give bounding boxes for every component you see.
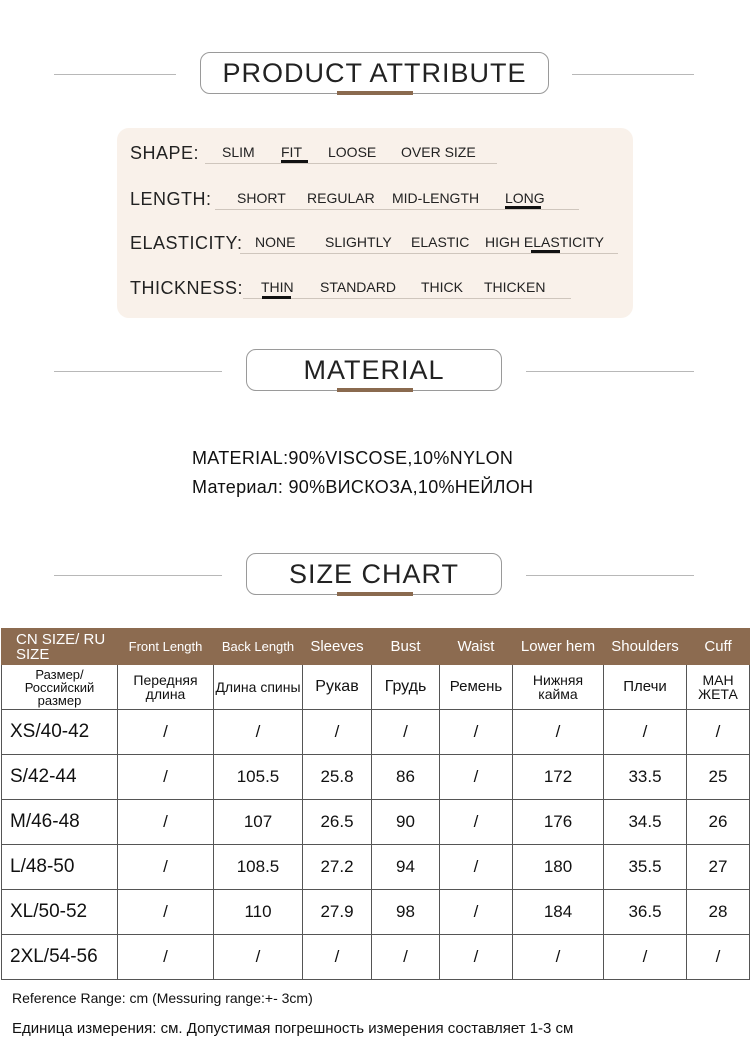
section-title: PRODUCT ATTRIBUTE (200, 52, 549, 94)
attr-option-elastic: ELASTIC (411, 234, 470, 250)
measurement-cell: / (214, 710, 303, 755)
attr-option-standard: STANDARD (320, 279, 396, 295)
material-text-ru: Материал: 90%ВИСКОЗА,10%НЕЙЛОН (192, 477, 534, 497)
subheader-cell: Грудь (372, 665, 440, 710)
attr-option-high-elasticity: HIGH ELASTICITY (485, 234, 605, 250)
measurement-cell: 108.5 (214, 845, 303, 890)
measurement-cell: / (440, 710, 513, 755)
measurement-cell: / (440, 935, 513, 980)
measurement-cell: / (118, 800, 214, 845)
measurement-cell: / (687, 935, 750, 980)
measurement-cell: / (604, 935, 687, 980)
attr-option-oversize: OVER SIZE (401, 144, 476, 160)
attr-option-regular: REGULAR (307, 190, 375, 206)
attr-option-slightly: SLIGHTLY (325, 234, 392, 250)
reference-note-ru: Единица измерения: см. Допустимая погрешность измерения составляет 1-3 см (12, 1020, 574, 1037)
header-cell: Lower hem (513, 629, 604, 665)
attr-selected-indicator (262, 296, 291, 299)
title-accent-bar (337, 91, 413, 95)
measurement-cell: 27.2 (303, 845, 372, 890)
measurement-cell: / (440, 845, 513, 890)
header-cell: Bust (372, 629, 440, 665)
table-header-row (2, 629, 750, 665)
measurement-cell: 35.5 (604, 845, 687, 890)
section-title: SIZE CHART (246, 553, 502, 595)
measurement-cell: 36.5 (604, 890, 687, 935)
table-row (2, 800, 750, 845)
material-header (0, 349, 750, 395)
table-row (2, 935, 750, 980)
header-cell: Shoulders (604, 629, 687, 665)
size-cell: 2XL/54-56 (2, 935, 118, 980)
attr-label-length: LENGTH: (130, 189, 212, 209)
measurement-cell: 86 (372, 755, 440, 800)
table-subheader-row (2, 665, 750, 710)
table-row (2, 755, 750, 800)
measurement-cell: / (513, 710, 604, 755)
measurement-cell: 25 (687, 755, 750, 800)
measurement-cell: 110 (214, 890, 303, 935)
measurement-cell: 25.8 (303, 755, 372, 800)
attr-rule-shape (205, 163, 497, 164)
measurement-cell: 180 (513, 845, 604, 890)
measurement-cell: / (214, 935, 303, 980)
measurement-cell: 27 (687, 845, 750, 890)
attr-option-none: NONE (255, 234, 296, 250)
header-cell: Waist (440, 629, 513, 665)
subheader-cell: Нижняя кайма (513, 665, 604, 710)
size-cell: XL/50-52 (2, 890, 118, 935)
size-cell: L/48-50 (2, 845, 118, 890)
attr-option-short: SHORT (237, 190, 286, 206)
measurement-cell: 98 (372, 890, 440, 935)
size-chart-header (0, 553, 750, 599)
product-attribute-header (0, 52, 750, 98)
measurement-cell: 184 (513, 890, 604, 935)
measurement-cell: / (303, 710, 372, 755)
measurement-cell: / (604, 710, 687, 755)
attr-label-thickness: THICKNESS: (130, 278, 244, 298)
attr-label-shape: SHAPE: (130, 143, 200, 163)
measurement-cell: / (303, 935, 372, 980)
divider-right (572, 74, 694, 75)
subheader-cell: МАН ЖЕТА (687, 665, 750, 710)
measurement-cell: 105.5 (214, 755, 303, 800)
header-cell: CN SIZE/ RU SIZE (2, 629, 118, 665)
measurement-cell: / (118, 845, 214, 890)
header-cell: Back Length (214, 629, 303, 665)
attr-option-thin: THIN (261, 279, 294, 295)
subheader-cell: Длина спины (214, 665, 303, 710)
subheader-cell: Размер/ Российский размер (2, 665, 118, 710)
measurement-cell: 27.9 (303, 890, 372, 935)
attr-label-elasticity: ELASTICITY: (130, 233, 243, 253)
title-accent-bar (337, 592, 413, 596)
measurement-cell: / (440, 755, 513, 800)
reference-note-en: Reference Range: cm (Messuring range:+- 3cm) (12, 990, 313, 1006)
attr-selected-indicator (531, 250, 560, 253)
measurement-cell: / (118, 890, 214, 935)
subheader-cell: Ремень (440, 665, 513, 710)
measurement-cell: / (440, 890, 513, 935)
subheader-cell: Рукав (303, 665, 372, 710)
attr-option-fit: FIT (281, 144, 302, 160)
size-cell: XS/40-42 (2, 710, 118, 755)
subheader-cell: Передняя длина (118, 665, 214, 710)
table-row (2, 890, 750, 935)
measurement-cell: 107 (214, 800, 303, 845)
measurement-cell: 26.5 (303, 800, 372, 845)
attr-rule-thickness (243, 298, 571, 299)
measurement-cell: 34.5 (604, 800, 687, 845)
measurement-cell: / (118, 755, 214, 800)
measurement-cell: 33.5 (604, 755, 687, 800)
section-title: MATERIAL (246, 349, 502, 391)
attr-rule-elasticity (240, 253, 618, 254)
attr-option-mid-length: MID-LENGTH (392, 190, 480, 206)
measurement-cell: 172 (513, 755, 604, 800)
attr-rule-length (215, 209, 579, 210)
measurement-cell: / (118, 710, 214, 755)
attr-option-loose: LOOSE (328, 144, 377, 160)
size-cell: M/46-48 (2, 800, 118, 845)
title-accent-bar (337, 388, 413, 392)
measurement-cell: / (440, 800, 513, 845)
header-cell: Sleeves (303, 629, 372, 665)
header-cell: Front Length (118, 629, 214, 665)
measurement-cell: 90 (372, 800, 440, 845)
material-text-en: MATERIAL:90%VISCOSE,10%NYLON (192, 448, 514, 468)
divider-left (54, 74, 176, 75)
attr-option-thicken: THICKEN (484, 279, 546, 295)
measurement-cell: / (687, 710, 750, 755)
divider-left (54, 575, 222, 576)
table-row (2, 845, 750, 890)
measurement-cell: 26 (687, 800, 750, 845)
size-cell: S/42-44 (2, 755, 118, 800)
attr-selected-indicator (281, 160, 308, 163)
size-chart-table (1, 628, 750, 980)
measurement-cell: / (372, 710, 440, 755)
divider-right (526, 575, 694, 576)
attr-selected-indicator (505, 206, 541, 209)
header-cell: Cuff (687, 629, 750, 665)
attr-option-slim: SLIM (222, 144, 255, 160)
attr-option-thick: THICK (421, 279, 463, 295)
measurement-cell: 176 (513, 800, 604, 845)
measurement-cell: / (513, 935, 604, 980)
measurement-cell: / (118, 935, 214, 980)
table-row (2, 710, 750, 755)
measurement-cell: / (372, 935, 440, 980)
divider-right (526, 371, 694, 372)
divider-left (54, 371, 222, 372)
subheader-cell: Плечи (604, 665, 687, 710)
attr-option-long: LONG (505, 190, 545, 206)
measurement-cell: 94 (372, 845, 440, 890)
measurement-cell: 28 (687, 890, 750, 935)
